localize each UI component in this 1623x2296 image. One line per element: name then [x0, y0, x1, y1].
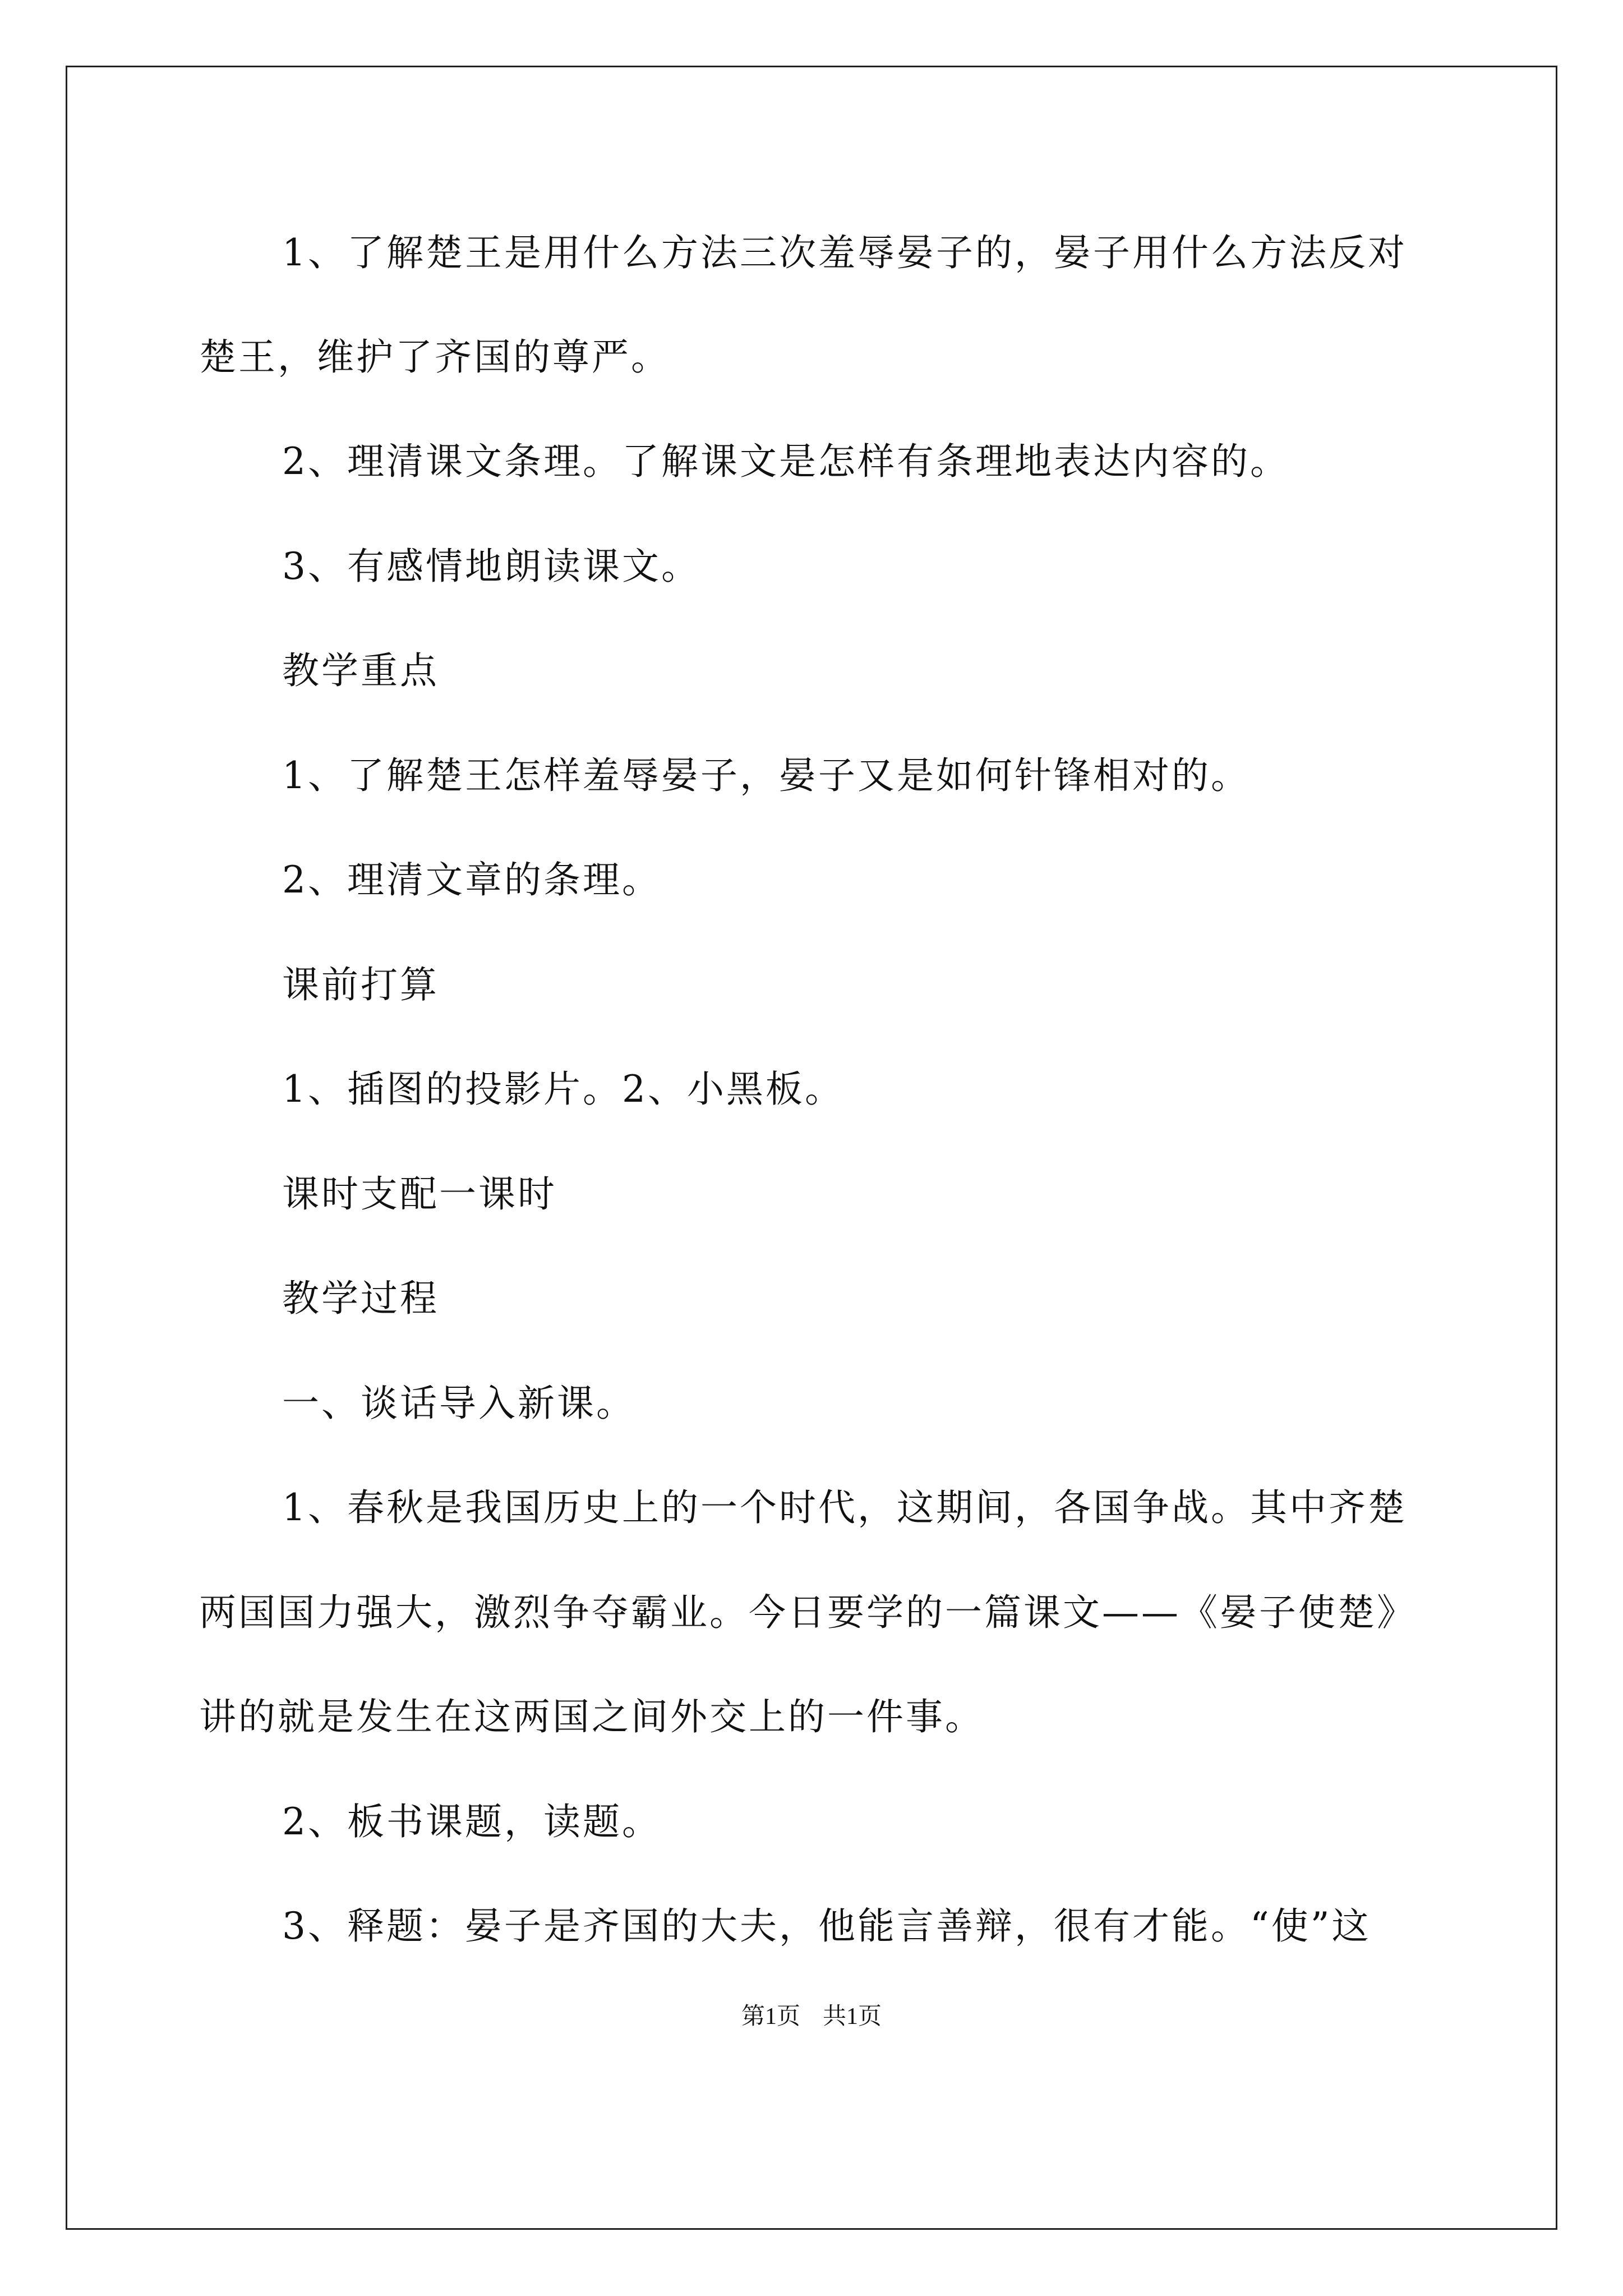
paragraph-line: 1、了解楚王怎样羞辱晏子，晏子又是如何针锋相对的。: [282, 754, 1250, 797]
paragraph-line: 2、理清课文条理。了解课文是怎样有条理地表达内容的。: [282, 440, 1289, 483]
paragraph-line: 讲的就是发生在这两国之间外交上的一件事。: [199, 1695, 984, 1738]
paragraph-line: 1、春秋是我国历史上的一个时代，这期间，各国争战。其中齐楚: [282, 1486, 1407, 1529]
paragraph-line: 2、理清文章的条理。: [282, 858, 661, 901]
page-footer: [0, 2003, 1623, 2031]
paragraph-line: 3、释题：晏子是齐国的大夫，他能言善辩，很有才能。“使”这: [282, 1904, 1371, 1948]
paragraph-line: 课时支配一课时: [282, 1172, 557, 1216]
paragraph-line: 2、板书课题，读题。: [282, 1800, 661, 1843]
section-heading: 教学重点: [282, 649, 439, 692]
paragraph-line: 1、插图的投影片。2、小黑板。: [282, 1068, 844, 1111]
page-number-total: 共1页: [823, 2004, 882, 2030]
page-number-current: 第1页: [741, 2004, 800, 2030]
paragraph-line: 1、了解楚王是用什么方法三次羞辱晏子的，晏子用什么方法反对: [282, 231, 1407, 274]
paragraph-line: 两国国力强大，激烈争夺霸业。今日要学的一篇课文——《晏子使楚》: [199, 1591, 1416, 1634]
paragraph-line: 楚王，维护了齐国的尊严。: [199, 335, 670, 379]
section-heading: 课前打算: [282, 963, 439, 1006]
paragraph-line: 3、有感情地朗读课文。: [282, 545, 700, 588]
paragraph-line: 一、谈话导入新课。: [282, 1382, 635, 1425]
section-heading: 教学过程: [282, 1277, 439, 1320]
